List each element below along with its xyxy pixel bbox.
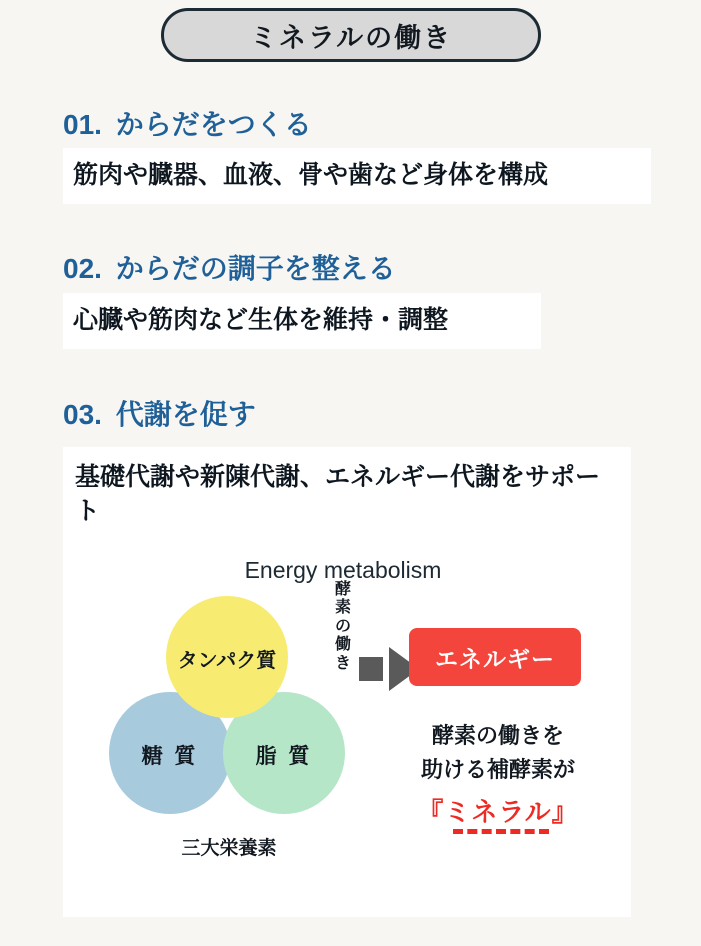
section-01-heading — [63, 103, 312, 143]
nutrient-circle-protein — [166, 596, 288, 718]
section-02-title: からだの調子を整える — [115, 253, 396, 284]
enzyme-action-vertical-label: 酵 素 の 働 き — [334, 581, 351, 672]
section-03-number: 03. — [63, 399, 102, 430]
nutrient-circle-carbohydrate-label: 糖 質 — [141, 745, 199, 768]
section-03-title: 代謝を促す — [115, 399, 256, 430]
energy-metabolism-diagram — [63, 547, 631, 917]
coenzyme-note-line1: 酵素の働きを — [431, 723, 564, 748]
coenzyme-note — [383, 719, 613, 787]
three-nutrients-label: 三大栄養素 — [181, 838, 277, 859]
energy-metabolism-label: Energy metabolism — [244, 557, 442, 583]
section-02-heading — [63, 247, 396, 287]
energy-badge-label: エネルギー — [435, 645, 555, 672]
page-title: ミネラルの働き — [249, 22, 453, 53]
section-02-number: 02. — [63, 253, 102, 284]
page-title-pill — [161, 8, 541, 62]
nutrient-circle-fat-label: 脂 質 — [255, 745, 313, 768]
mineral-underline-dashes — [453, 829, 549, 834]
section-03-heading — [63, 393, 256, 433]
section-01-title: からだをつくる — [115, 109, 312, 140]
arrow-square-icon — [359, 657, 383, 681]
energy-badge — [409, 628, 581, 686]
section-03-body: 基礎代謝や新陳代謝、エネルギー代謝をサポート — [75, 463, 601, 525]
coenzyme-note-line2: 助ける補酵素が — [420, 757, 575, 783]
section-01-body: 筋肉や臓器、血液、骨や歯など身体を構成 — [73, 161, 549, 189]
section-03-box — [63, 447, 631, 917]
section-01-number: 01. — [63, 109, 102, 140]
mineral-highlight: 『ミネラル』 — [417, 797, 579, 827]
section-02-body: 心臓や筋肉など生体を維持・調整 — [73, 306, 449, 334]
nutrient-circle-protein-label: タンパク質 — [177, 650, 277, 672]
section-01-box — [63, 148, 651, 204]
section-02-box — [63, 293, 541, 349]
